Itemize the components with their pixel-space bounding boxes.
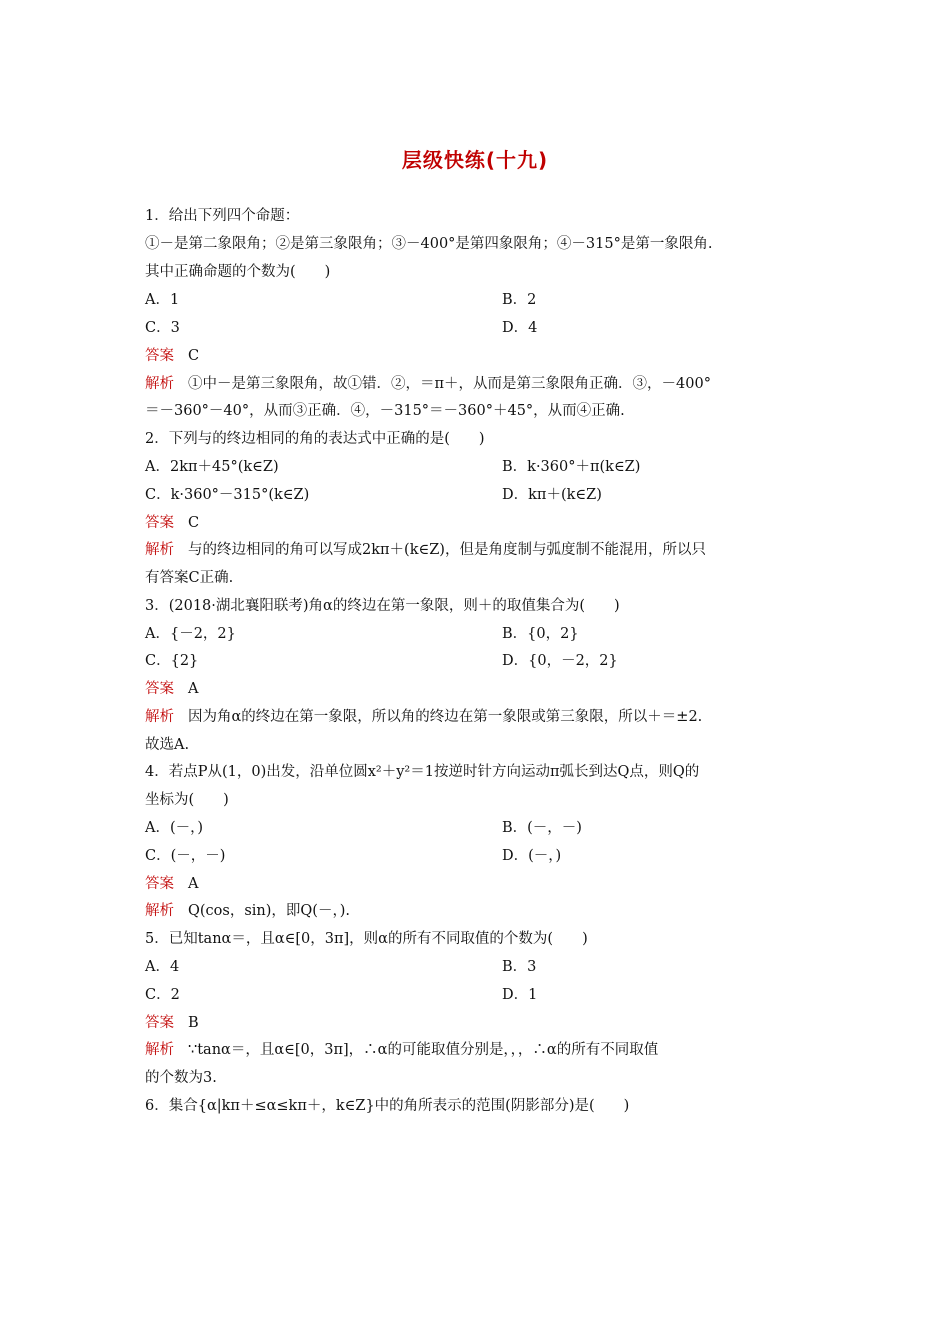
q3-analysis-line1: [145, 707, 825, 727]
q1-option-b: B．2: [502, 292, 537, 308]
q2-stem: 2．下列与的终边相同的角的表达式中正确的是( ): [145, 431, 485, 447]
answer-tag: 答案: [145, 876, 174, 892]
q2-option-a: A．2kπ＋45°(k∈Z): [145, 459, 279, 475]
q4-stem-line2: 坐标为( ): [145, 792, 229, 808]
q3-option-d: D．{0，－2，2}: [502, 653, 618, 669]
q1-option-c: C．3: [145, 320, 180, 336]
answer-tag: 答案: [145, 515, 174, 531]
q6-stem: 6．集合{α|kπ＋≤α≤kπ＋，k∈Z}中的角所表示的范围(阴影部分)是( ): [145, 1098, 630, 1114]
q2-answer: [145, 513, 825, 533]
answer-tag: 答案: [145, 1015, 174, 1031]
q2-answer-value: C: [188, 515, 200, 531]
q3-option-a: A．{－2，2}: [145, 626, 236, 642]
q2-analysis-line1: [145, 540, 825, 560]
analysis-tag: 解析: [145, 542, 174, 558]
q3-analysis-text1: 因为角α的终边在第一象限，所以角的终边在第一象限或第三象限，所以＋＝±2.: [188, 709, 703, 725]
q2-option-b: B．k·360°＋π(k∈Z): [502, 459, 641, 475]
q1-analysis-line2: ＝－360°－40°，从而③正确．④，－315°＝－360°＋45°，从而④正确.: [145, 403, 625, 419]
q5-analysis-text1: ∵tanα＝，且α∈[0，3π]，∴α的可能取值分别是，，，∴α的所有不同取值: [188, 1042, 659, 1058]
q4-answer-value: A: [188, 876, 199, 892]
q4-option-d: D．(－，): [502, 848, 562, 864]
q3-answer: [145, 679, 825, 699]
q1-option-a: A．1: [145, 292, 180, 308]
answer-tag: 答案: [145, 681, 174, 697]
q4-stem-line1: 4．若点P从(1，0)出发，沿单位圆x²＋y²＝1按逆时针方向运动π弧长到达Q点，则Q的: [145, 764, 700, 780]
q1-option-d: D．4: [502, 320, 538, 336]
q3-answer-value: A: [188, 681, 199, 697]
q2-analysis-text1: 与的终边相同的角可以写成2kπ＋(k∈Z)，但是角度制与弧度制不能混用，所以只: [188, 542, 706, 558]
q2-option-d: D．kπ＋(k∈Z): [502, 487, 602, 503]
q2-analysis-line2: 有答案C正确.: [145, 570, 234, 586]
q4-option-c: C．(－，－): [145, 848, 226, 864]
analysis-tag: 解析: [145, 376, 174, 392]
q3-analysis-line2: 故选A.: [145, 737, 190, 753]
answer-tag: 答案: [145, 348, 174, 364]
q5-option-d: D．1: [502, 987, 538, 1003]
q4-answer: [145, 874, 825, 894]
q5-option-b: B．3: [502, 959, 537, 975]
q4-analysis-line1: [145, 901, 825, 921]
analysis-tag: 解析: [145, 1042, 174, 1058]
q4-analysis-text1: Q(cos，sin)，即Q(－，).: [188, 903, 350, 919]
q2-option-c: C．k·360°－315°(k∈Z): [145, 487, 310, 503]
q4-option-a: A．(－，): [145, 820, 204, 836]
q3-stem: 3．(2018·湖北襄阳联考)角α的终边在第一象限，则＋的取值集合为( ): [145, 598, 620, 614]
q1-stem-line3: 其中正确命题的个数为( ): [145, 264, 331, 280]
page-title: 层级快练(十九): [401, 148, 549, 172]
q1-answer: [145, 346, 825, 366]
q3-option-c: C．{2}: [145, 653, 199, 669]
q5-option-a: A．4: [145, 959, 180, 975]
analysis-tag: 解析: [145, 903, 174, 919]
q5-answer-value: B: [188, 1015, 199, 1031]
q5-option-c: C．2: [145, 987, 180, 1003]
q1-stem-line2: ①－是第二象限角；②是第三象限角；③－400°是第四象限角；④－315°是第一象限角.: [145, 236, 713, 252]
q5-answer: [145, 1013, 825, 1033]
q3-option-b: B．{0，2}: [502, 626, 579, 642]
q5-analysis-line1: [145, 1040, 825, 1060]
q1-analysis-text1: ①中－是第三象限角，故①错．②，＝π＋，从而是第三象限角正确．③，－400°: [188, 376, 711, 392]
q4-option-b: B．(－，－): [502, 820, 582, 836]
analysis-tag: 解析: [145, 709, 174, 725]
q1-stem-line1: 1．给出下列四个命题：: [145, 208, 300, 224]
q5-stem: 5．已知tanα＝，且α∈[0，3π]，则α的所有不同取值的个数为( ): [145, 931, 588, 947]
q5-analysis-line2: 的个数为3.: [145, 1070, 217, 1086]
q1-analysis-line1: [145, 374, 825, 394]
q1-answer-value: C: [188, 348, 200, 364]
